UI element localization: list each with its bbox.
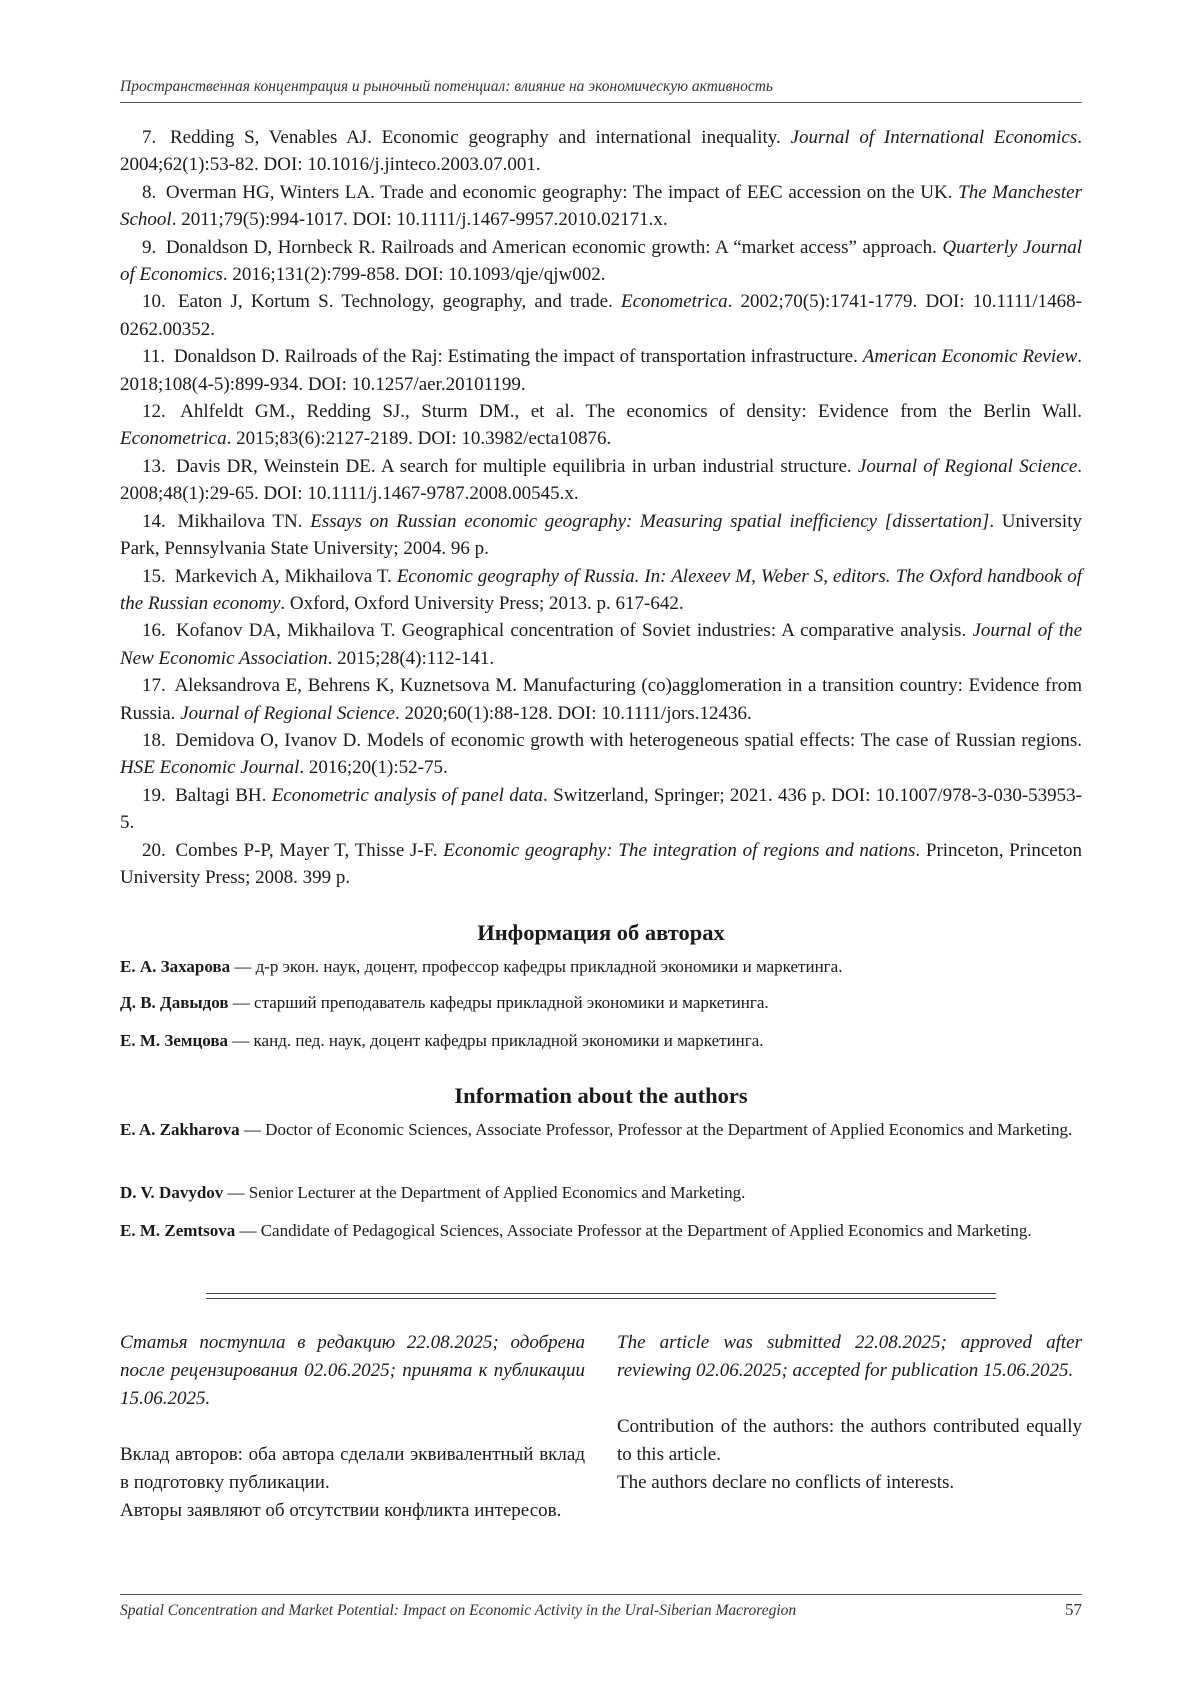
reference-number: 18. — [142, 729, 166, 751]
author-en-davydov: D. V. Davydov — Senior Lecturer at the Department of Applied Economics and Marketing. — [120, 1183, 746, 1202]
journal-page — [120, 0, 1082, 1697]
author-en-zemtsova: E. M. Zemtsova — Candidate of Pedagogical Sciences, Associate Professor at the Department of Applied Economics and Marketing. — [120, 1221, 1032, 1240]
author-name: E. A. Zakharova — [120, 1120, 240, 1139]
reference-item: 18. Demidova O, Ivanov D. Models of economic growth with heterogeneous spatial effects: The case of Russian regions. HSE Economic Journal. 2016;20(1):52-75. — [120, 729, 1083, 779]
reference-number: 17. — [142, 675, 166, 697]
author-name: D. V. Davydov — [120, 1183, 224, 1202]
conflicts-ru: Авторы заявляют об отсутствии конфликта интересов. — [120, 1500, 562, 1521]
reference-item: 14. Mikhailova TN. Essays on Russian economic geography: Measuring spatial inefficiency [dissertation]. University Park, Pennsylvania State University; 2004. 96 p. — [120, 510, 1082, 560]
reference-item: 12. Ahlfeldt GM., Redding SJ., Sturm DM., et al. The economics of density: Evidence from the Berlin Wall. Econometrica. 2015;83(6):2127-2189. DOI: 10.3982/ecta10876. — [120, 401, 1082, 450]
author-ru-zakharova: Е. А. Захарова — д-р экон. наук, доцент, профессор кафедры прикладной экономики и маркетинга. — [120, 957, 843, 976]
reference-number: 8. — [142, 181, 157, 203]
meta-en-column — [617, 1329, 1082, 1497]
reference-item: 11. Donaldson D. Railroads of the Raj: Estimating the impact of transportation infrastructure. American Economic Review. 2018;108(4-5):899-934. DOI: 10.1257/aer.20101199. — [120, 346, 1082, 395]
reference-number: 15. — [142, 565, 166, 587]
reference-number: 16. — [142, 620, 166, 642]
reference-item: 7. Redding S, Venables AJ. Economic geography and international inequality. Journal of International Economics. 2004;62(1):53-82. DOI: 10.1016/j.jinteco.2003.07.001. — [120, 127, 1083, 176]
reference-number: 13. — [142, 455, 166, 477]
reference-item: 10. Eaton J, Kortum S. Technology, geography, and trade. Econometrica. 2002;70(5):1741-1779. DOI: 10.1111/1468-0262.00352. — [120, 291, 1083, 340]
reference-number: 10. — [142, 291, 166, 313]
authors-ru-title: Информация об авторах — [477, 920, 725, 945]
article-dates-ru: Статья поступила в редакцию 22.08.2025; одобрена после рецензирования 02.06.2025; принята к публикации 15.06.2025. — [120, 1332, 585, 1409]
reference-number: 9. — [142, 236, 157, 258]
author-name: Д. В. Давыдов — [120, 993, 229, 1012]
author-name: Е. М. Земцова — [120, 1031, 229, 1050]
reference-item: 15. Markevich A, Mikhailova T. Economic geography of Russia. In: Alexeev M, Weber S, editors. The Oxford handbook of the Russian economy. Oxford, Oxford University Press; 2013. p. 617-642. — [120, 565, 1082, 614]
reference-number: 20. — [142, 839, 166, 861]
contribution-en: Contribution of the authors: the authors contributed equally to this article. — [617, 1416, 1082, 1465]
authors-en-title: Information about the authors — [454, 1083, 748, 1108]
author-name: E. M. Zemtsova — [120, 1221, 236, 1240]
header-rule — [120, 102, 1082, 103]
running-footer: Spatial Concentration and Market Potential: Impact on Economic Activity in the Ural-Siberian Macroregion — [120, 1602, 797, 1619]
reference-number: 14. — [142, 510, 166, 532]
reference-list — [120, 124, 1082, 891]
meta-ru-column — [120, 1329, 585, 1525]
reference-item: 20. Combes P-P, Mayer T, Thisse J-F. Economic geography: The integration of regions and nations. Princeton, Princeton University Press; 2008. 399 p. — [120, 839, 1082, 888]
author-en-zakharova: E. A. Zakharova — Doctor of Economic Sciences, Associate Professor, Professor at the Department of Applied Economics and Marketing. — [120, 1120, 1073, 1139]
running-head: Пространственная концентрация и рыночный потенциал: влияние на экономическую активность — [120, 78, 773, 95]
section-divider — [206, 1293, 996, 1299]
footer-rule — [120, 1594, 1082, 1595]
reference-item: 9. Donaldson D, Hornbeck R. Railroads and American economic growth: A “market access” approach. Quarterly Journal of Economics. 2016;131(2):799-858. DOI: 10.1093/qje/qjw002. — [120, 236, 1082, 286]
author-name: Е. А. Захарова — [120, 957, 231, 976]
author-ru-zemtsova: Е. М. Земцова — канд. пед. наук, доцент кафедры прикладной экономики и маркетинга. — [120, 1031, 764, 1050]
author-ru-davydov: Д. В. Давыдов — старший преподаватель кафедры прикладной экономики и маркетинга. — [120, 993, 769, 1012]
contribution-ru: Вклад авторов: оба автора сделали эквивалентный вклад в подготовку публикации. — [120, 1444, 585, 1493]
reference-number: 7. — [142, 127, 157, 148]
conflicts-en: The authors declare no conflicts of interests. — [617, 1472, 955, 1493]
reference-number: 19. — [142, 784, 166, 806]
reference-number: 12. — [142, 401, 166, 423]
reference-item: 16. Kofanov DA, Mikhailova T. Geographical concentration of Soviet industries: A comparative analysis. Journal of the New Economic Association. 2015;28(4):112-141. — [120, 620, 1083, 669]
reference-item: 8. Overman HG, Winters LA. Trade and economic geography: The impact of EEC accession on the UK. The Manchester School. 2011;79(5):994-1017. DOI: 10.1111/j.1467-9957.2010.02171.x. — [120, 181, 1082, 231]
reference-item: 13. Davis DR, Weinstein DE. A search for multiple equilibria in urban industrial structure. Journal of Regional Science. 2008;48(1):29-65. DOI: 10.1111/j.1467-9787.2008.00545.x. — [120, 455, 1082, 505]
reference-number: 11. — [142, 346, 166, 368]
reference-item: 19. Baltagi BH. Econometric analysis of panel data. Switzerland, Springer; 2021. 436 p. DOI: 10.1007/978-3-030-53953-5. — [120, 784, 1082, 834]
reference-item: 17. Aleksandrova E, Behrens K, Kuznetsova M. Manufacturing (co)agglomeration in a transition country: Evidence from Russia. Journal of Regional Science. 2020;60(1):88-128. DOI: 10.1111/jors.12436. — [120, 675, 1082, 724]
article-dates-en: The article was submitted 22.08.2025; approved after reviewing 02.06.2025; accepted for publication 15.06.2025. — [617, 1332, 1082, 1381]
page-number: 57 — [1065, 1600, 1082, 1619]
